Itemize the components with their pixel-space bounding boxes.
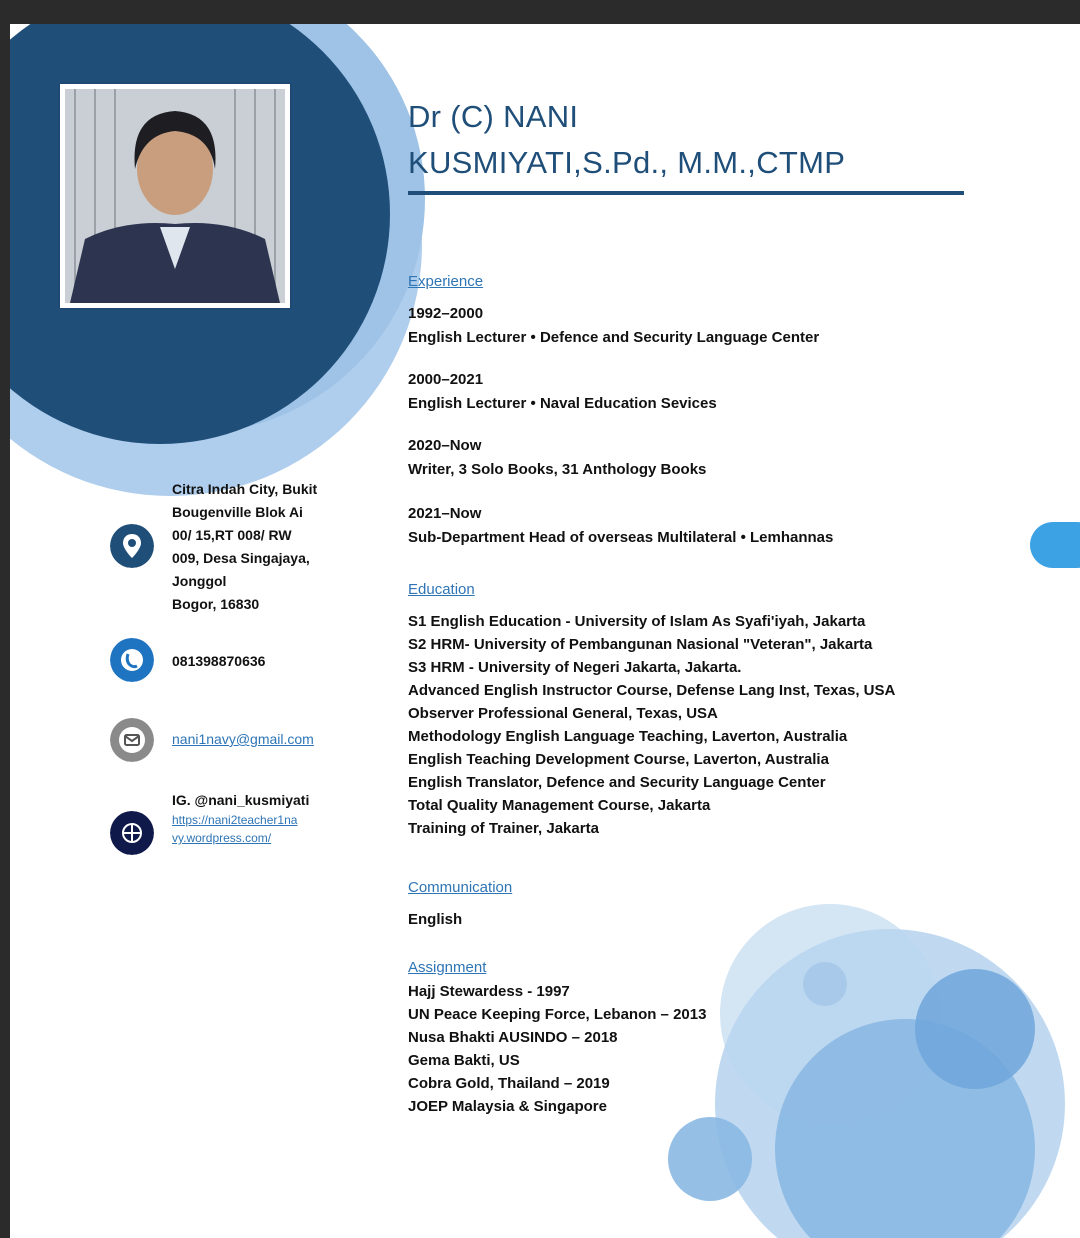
experience-role: Writer, 3 Solo Books, 31 Anthology Books xyxy=(408,461,707,478)
experience-role: English Lecturer • Naval Education Sevices xyxy=(408,395,717,412)
resume-page xyxy=(10,24,1080,1238)
phone-icon xyxy=(110,638,154,682)
experience-period: 2021–Now xyxy=(408,505,482,522)
education-section xyxy=(408,580,1008,840)
education-item: Methodology English Language Teaching, Laverton, Australia xyxy=(408,728,848,745)
address-line: Jonggol xyxy=(172,573,227,589)
social-block xyxy=(172,790,362,847)
education-item: Training of Trainer, Jakarta xyxy=(408,820,599,837)
education-item: S2 HRM- University of Pembangunan Nasional "Veteran", Jakarta xyxy=(408,636,873,653)
assignment-item: Gema Bakti, US xyxy=(408,1052,520,1069)
experience-section xyxy=(408,272,1008,568)
address-block xyxy=(172,478,362,616)
address-line: Bogor, 16830 xyxy=(172,596,260,612)
experience-period: 1992–2000 xyxy=(408,305,484,322)
experience-entry xyxy=(408,368,1008,416)
address-line: Bougenville Blok Ai xyxy=(172,504,303,520)
communication-language: English xyxy=(408,911,463,928)
side-tab-marker xyxy=(1030,522,1080,568)
experience-heading: Experience xyxy=(408,273,484,290)
experience-role: Sub-Department Head of overseas Multilateral • Lemhannas xyxy=(408,529,834,546)
education-heading: Education xyxy=(408,581,475,598)
assignment-item: Hajj Stewardess - 1997 xyxy=(408,983,570,1000)
education-item: S1 English Education - University of Islam As Syafi'iyah, Jakarta xyxy=(408,613,866,630)
communication-heading: Communication xyxy=(408,879,513,896)
experience-entry xyxy=(408,302,1008,350)
website-link-line[interactable]: https://nani2teacher1na xyxy=(172,813,298,827)
email-icon xyxy=(110,718,154,762)
assignment-list xyxy=(408,980,1008,1118)
experience-entry xyxy=(408,502,1008,550)
assignment-item: UN Peace Keeping Force, Lebanon – 2013 xyxy=(408,1006,707,1023)
email-link[interactable]: nani1navy@gmail.com xyxy=(172,731,314,747)
address-line: Citra Indah City, Bukit xyxy=(172,481,318,497)
assignment-item: JOEP Malaysia & Singapore xyxy=(408,1098,607,1115)
education-item: English Translator, Defence and Security Language Center xyxy=(408,774,826,791)
full-name xyxy=(408,94,968,186)
experience-entry xyxy=(408,434,1008,482)
name-line-1: Dr (C) NANI xyxy=(408,99,579,134)
location-pin-icon xyxy=(110,524,154,568)
experience-period: 2020–Now xyxy=(408,437,482,454)
education-item: S3 HRM - University of Negeri Jakarta, Jakarta. xyxy=(408,659,742,676)
education-item: Total Quality Management Course, Jakarta xyxy=(408,797,711,814)
website-link-line[interactable]: vy.wordpress.com/ xyxy=(172,831,272,845)
education-item: English Teaching Development Course, Laverton, Australia xyxy=(408,751,829,768)
assignment-item: Nusa Bhakti AUSINDO – 2018 xyxy=(408,1029,618,1046)
address-line: 00/ 15,RT 008/ RW xyxy=(172,527,292,543)
web-icon xyxy=(110,811,154,855)
instagram-handle: IG. @nani_kusmiyati xyxy=(172,792,310,808)
assignment-section xyxy=(408,958,1008,1118)
education-item: Observer Professional General, Texas, USA xyxy=(408,705,718,722)
experience-role: English Lecturer • Defence and Security Language Center xyxy=(408,329,820,346)
education-item: Advanced English Instructor Course, Defense Lang Inst, Texas, USA xyxy=(408,682,896,699)
profile-photo xyxy=(60,84,290,308)
assignment-heading: Assignment xyxy=(408,959,487,976)
communication-section xyxy=(408,878,1008,931)
education-list xyxy=(408,610,1008,840)
name-line-2: KUSMIYATI,S.Pd., M.M.,CTMP xyxy=(408,145,846,180)
experience-period: 2000–2021 xyxy=(408,371,484,388)
assignment-item: Cobra Gold, Thailand – 2019 xyxy=(408,1075,610,1092)
website-link[interactable] xyxy=(172,811,362,847)
phone-number: 081398870636 xyxy=(172,653,266,669)
address-line: 009, Desa Singajaya, xyxy=(172,550,310,566)
name-divider xyxy=(408,191,964,195)
